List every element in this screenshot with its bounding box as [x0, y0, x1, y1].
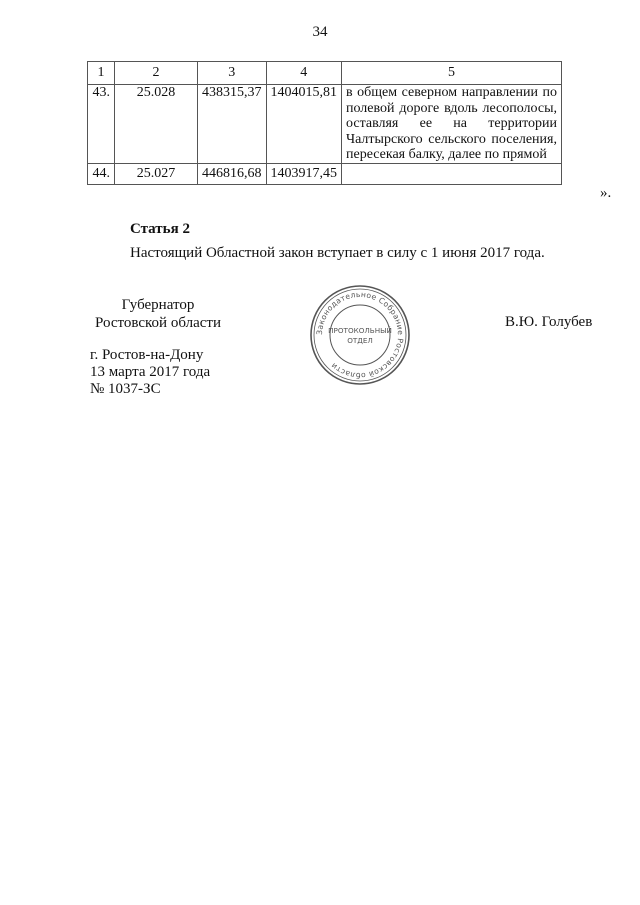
row-number-cell: 43.: [88, 85, 115, 164]
boundary-description-cell: в общем северном направлении по полевой дороге вдоль лесополосы, оставляя ее на территории Чалтырского сельского поселения, пересекая балку, далее по прямой: [342, 85, 562, 164]
table-header-cell: 2: [115, 62, 198, 85]
table-row: [88, 85, 562, 164]
stamp-middle-ring: [314, 289, 406, 381]
point-id-cell: 25.027: [115, 163, 198, 184]
table-header-cell: 5: [342, 62, 562, 85]
boundary-coordinates-table: [87, 61, 562, 185]
table-row: [88, 163, 562, 184]
table-header-cell: 1: [88, 62, 115, 85]
x-coordinate-cell: 438315,37: [198, 85, 267, 164]
y-coordinate-cell: 1403917,45: [266, 163, 342, 184]
stamp-outer-ring: [311, 286, 409, 384]
table-header-cell: 4: [266, 62, 342, 85]
governor-title-line: Губернатор: [121, 297, 195, 313]
y-coordinate-cell: 1404015,81: [266, 85, 342, 164]
point-id-cell: 25.028: [115, 85, 198, 164]
closing-quote-mark: ».: [600, 185, 612, 201]
governor-title: [88, 296, 228, 332]
stamp-ring-text: Законодательное Собрание Ростовской области: [314, 289, 406, 381]
table-header-cell: 3: [198, 62, 267, 85]
page-number: 34: [312, 24, 328, 40]
place-date-block: [90, 347, 210, 398]
signing-place: г. Ростов-на-Дону: [90, 347, 204, 363]
official-stamp: [308, 283, 412, 387]
article-text: Настоящий Областной закон вступает в силу с 1 июня 2017 года.: [130, 245, 545, 261]
x-coordinate-cell: 446816,68: [198, 163, 267, 184]
stamp-center-line: ПРОТОКОЛЬНЫЙ: [328, 326, 392, 335]
table-header-row: [88, 62, 562, 85]
signing-date: 13 марта 2017 года: [90, 364, 211, 380]
row-number-cell: 44.: [88, 163, 115, 184]
article-heading: Статья 2: [130, 221, 190, 237]
stamp-center-line: ОТДЕЛ: [347, 336, 373, 345]
law-number: № 1037-ЗС: [90, 381, 161, 397]
governor-title-line: Ростовской области: [95, 315, 221, 331]
governor-name: В.Ю. Голубев: [505, 314, 593, 330]
stamp-inner-ring: [330, 305, 390, 365]
boundary-description-cell: [342, 163, 562, 184]
